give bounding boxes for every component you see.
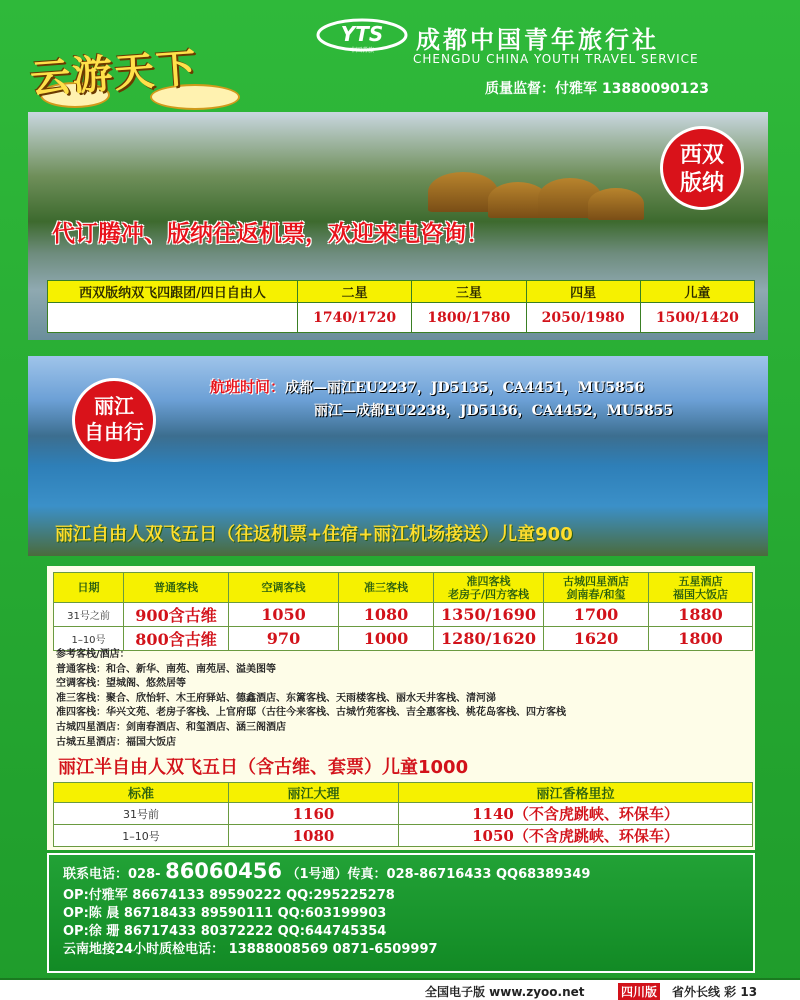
hut-shape	[588, 188, 644, 220]
table-header-cell: 五星酒店 福国大饭店	[649, 573, 753, 603]
table-cell: 1700	[544, 603, 649, 627]
reference-line: 普通客栈：和合、新华、南苑、南苑居、溢美图等	[56, 663, 276, 675]
lijiang-free-offer: 丽江自由人双飞五日（往返机票+住宿+丽江机场接送）儿童900	[55, 524, 573, 545]
lijiang-price-table	[53, 572, 753, 651]
slogan-text: 云游天下	[28, 44, 200, 103]
edition-tag: 四川版	[618, 983, 660, 1000]
table-cell: 900含古维	[124, 603, 229, 627]
table-cell: 1800	[649, 627, 753, 651]
xishuangbanna-price-table	[47, 280, 755, 333]
contact-phone-line	[63, 859, 590, 883]
table-cell: 970	[229, 627, 339, 651]
table-cell: 1160	[229, 803, 399, 825]
phone-label: 联系电话：028-	[63, 867, 161, 882]
company-name-cn: 成都中国青年旅行社	[416, 26, 659, 54]
table-cell: 1140（不含虎跳峡、环保车）	[399, 803, 753, 825]
yts-logo	[315, 16, 410, 54]
table-cell	[48, 303, 298, 333]
table-header-cell: 西双版纳双飞四跟团/四日自由人	[48, 281, 298, 303]
table-header-cell: 丽江香格里拉	[399, 783, 753, 803]
table-cell: 800含古维	[124, 627, 229, 651]
logo-letters: YTS	[340, 22, 384, 46]
lijiang-semi-free-offer: 丽江半自由人双飞五日（含古维、套票）儿童1000	[58, 757, 469, 778]
yunnan-hotline: 云南地接24小时质检电话： 13888008569 0871-6509997	[63, 942, 438, 957]
company-name-en: CHENGDU CHINA YOUTH TRAVEL SERVICE	[413, 52, 699, 66]
table-header-cell: 空调客栈	[229, 573, 339, 603]
flight-label: 航班时间：	[210, 378, 286, 396]
table-cell: 1620	[544, 627, 649, 651]
table-cell: 1000	[339, 627, 434, 651]
table-cell: 1–10号	[54, 825, 229, 847]
table-cell: 31号前	[54, 803, 229, 825]
footer-bar	[0, 978, 800, 1000]
lijiang-badge	[72, 378, 156, 462]
table-header-cell: 日期	[54, 573, 124, 603]
table-cell: 1280/1620	[434, 627, 544, 651]
slogan-artwork	[30, 22, 260, 112]
reference-line: 参考客栈/酒店：	[56, 649, 130, 660]
table-header-cell: 准四客栈 老房子/四方客栈	[434, 573, 544, 603]
table-cell: 1880	[649, 603, 753, 627]
footer-website[interactable]: 全国电子版 www.zyoo.net	[425, 985, 585, 999]
table-cell: 1050	[229, 603, 339, 627]
table-cell: 1500/1420	[640, 303, 754, 333]
flight-line: 丽江—成都EU2238，JD5136，CA4452，MU5855	[314, 403, 674, 419]
fax-qq: （1号通）传真：028-86716433 QQ68389349	[286, 867, 591, 882]
table-header-cell: 四星	[526, 281, 640, 303]
table-cell: 1740/1720	[298, 303, 412, 333]
badge-line: 自由行	[84, 420, 144, 444]
main-phone-number: 86060456	[165, 859, 282, 883]
table-header-cell: 二星	[298, 281, 412, 303]
reference-line: 准四客栈：华兴文苑、老房子客栈、上官府邸（古往今来客栈、古城竹苑客栈、吉全惠客栈、桃花岛客栈、四方客栈	[56, 707, 566, 719]
table-header-cell: 儿童	[640, 281, 754, 303]
semi-free-price-table	[53, 782, 753, 847]
hotel-reference-list	[56, 648, 566, 750]
badge-line: 版纳	[679, 170, 724, 196]
xishuangbanna-badge	[660, 126, 744, 210]
badge-line: 西双	[679, 142, 724, 168]
ticket-headline: 代订腾冲、版纳往返机票，欢迎来电咨询！	[52, 220, 489, 247]
table-cell: 1350/1690	[434, 603, 544, 627]
reference-line: 古城四星酒店：剑南春酒店、和玺酒店、涵三阁酒店	[56, 721, 286, 733]
table-header-cell: 古城四星酒店 剑南春/和玺	[544, 573, 649, 603]
table-cell: 1050（不含虎跳峡、环保车）	[399, 825, 753, 847]
quality-supervisor: 质量监督：付雅军 13880090123	[485, 81, 710, 97]
header	[0, 0, 800, 112]
table-cell: 1–10号	[54, 627, 124, 651]
operator-line: OP:徐 珊 86717433 80372222 QQ:644745354	[63, 924, 387, 939]
contact-block	[47, 853, 755, 973]
operator-line: OP:陈 晨 86718433 89590111 QQ:603199903	[63, 906, 387, 921]
table-header-cell: 标准	[54, 783, 229, 803]
table-cell: 1080	[229, 825, 399, 847]
table-cell: 1080	[339, 603, 434, 627]
reference-line: 古城五星酒店：福国大饭店	[56, 736, 176, 748]
table-header-cell: 准三客栈	[339, 573, 434, 603]
flight-times	[210, 376, 673, 423]
table-cell: 2050/1980	[526, 303, 640, 333]
badge-line: 丽江	[94, 394, 134, 418]
logo-subtext: 中国青旅	[349, 47, 375, 54]
reference-line: 准三客栈：聚合、欣怡轩、木王府驿站、德鑫酒店、东篱客栈、天雨楼客栈、丽水天井客栈、清河涕	[56, 692, 496, 704]
table-header-cell: 三星	[412, 281, 526, 303]
operator-line: OP:付雅军 86674133 89590222 QQ:295225278	[63, 888, 395, 903]
flight-line: 成都—丽江EU2237，JD5135，CA4451，MU5856	[285, 380, 645, 396]
table-header-cell: 普通客栈	[124, 573, 229, 603]
table-cell: 31号之前	[54, 603, 124, 627]
table-header-cell: 丽江大理	[229, 783, 399, 803]
footer-page-label: 省外长线 彩 13	[672, 985, 758, 999]
table-cell: 1800/1780	[412, 303, 526, 333]
reference-line: 空调客栈：望城阁、悠然居等	[56, 678, 186, 690]
